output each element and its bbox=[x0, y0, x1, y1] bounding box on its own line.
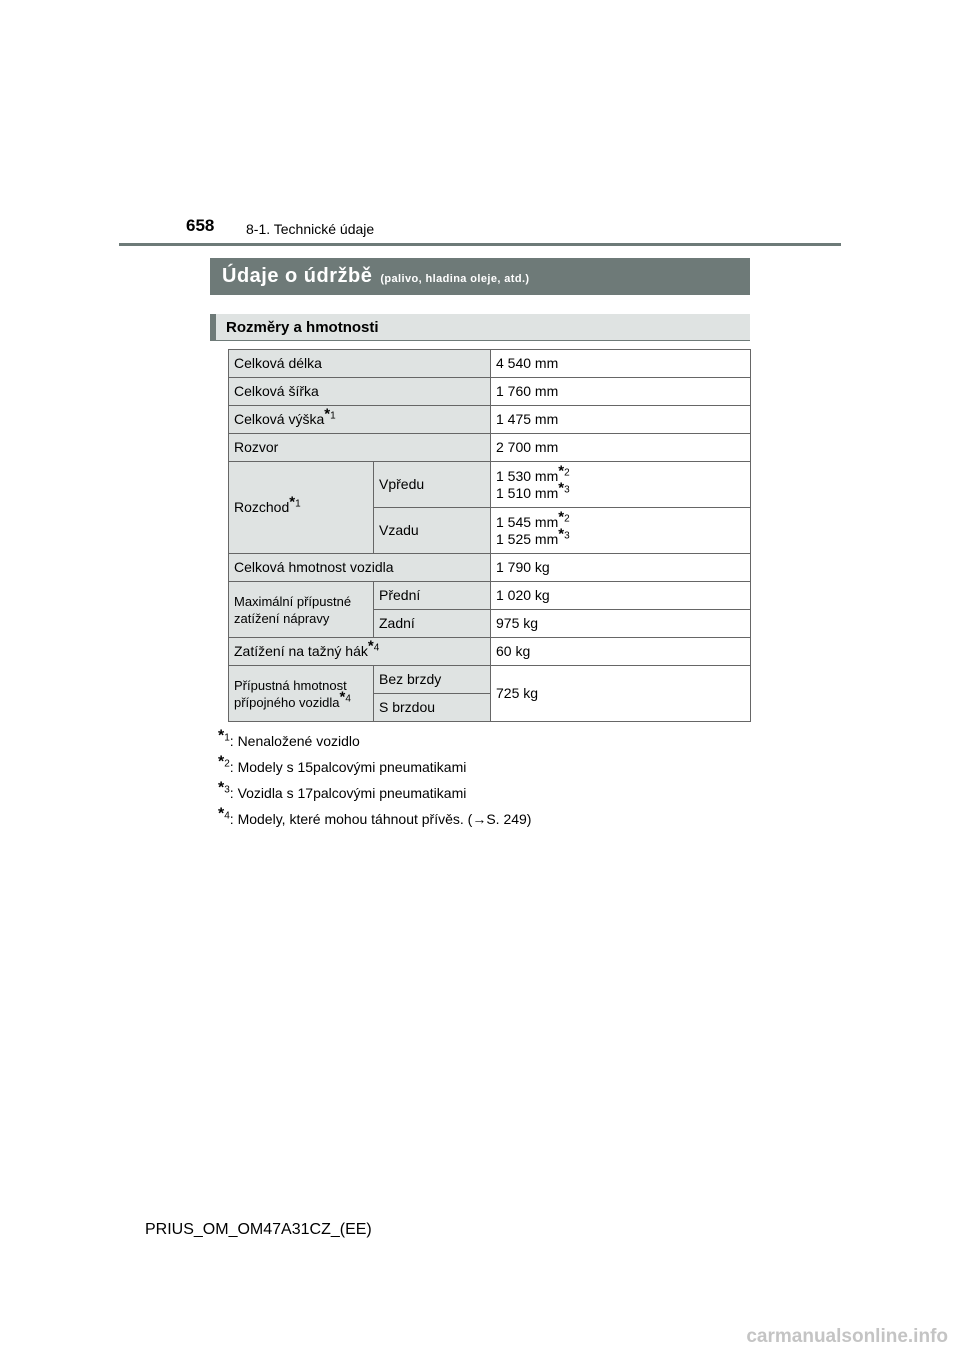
row-value: 725 kg bbox=[491, 666, 751, 722]
section-heading: Rozměry a hmotnosti bbox=[210, 314, 750, 340]
value-line bbox=[496, 507, 745, 531]
table-row bbox=[229, 666, 751, 694]
row-value: 1 525 mm bbox=[496, 530, 559, 547]
footnote-ref: 4 bbox=[224, 810, 230, 822]
row-label-cell bbox=[229, 406, 491, 434]
row-label: Celková hmotnost vozidla bbox=[229, 554, 491, 582]
section-heading-rule bbox=[210, 340, 750, 341]
title-band bbox=[210, 258, 750, 295]
row-label-line bbox=[234, 688, 368, 711]
footnote-ref: 1 bbox=[295, 498, 301, 510]
footnote bbox=[218, 779, 531, 808]
page-title: Údaje o údržbě bbox=[222, 265, 373, 287]
table-row bbox=[229, 638, 751, 666]
table-row bbox=[229, 378, 751, 406]
footnote-ref: 1 bbox=[224, 732, 230, 744]
row-label: Celková šířka bbox=[229, 378, 491, 406]
document-id: PRIUS_OM_OM47A31CZ_(EE) bbox=[145, 1221, 372, 1238]
row-label: Rozvor bbox=[229, 434, 491, 462]
footnote-mark: * bbox=[289, 493, 296, 511]
footnote bbox=[218, 727, 531, 756]
footnote-ref: 3 bbox=[564, 483, 570, 495]
page-subtitle: (palivo, hladina oleje, atd.) bbox=[380, 273, 530, 285]
footnote-mark: * bbox=[558, 478, 565, 496]
sub-label: Přední bbox=[374, 582, 491, 610]
footnote-mark: * bbox=[218, 779, 225, 797]
table-row bbox=[229, 462, 751, 508]
sub-label: Zadní bbox=[374, 610, 491, 638]
value-line bbox=[496, 478, 745, 502]
row-value-cell bbox=[491, 508, 751, 554]
row-value: 1 475 mm bbox=[491, 406, 751, 434]
value-line bbox=[496, 524, 745, 548]
row-label: Maximální přípustné bbox=[234, 593, 352, 609]
row-value: 1 530 mm bbox=[496, 467, 559, 484]
footnote-ref: 4 bbox=[345, 693, 351, 705]
table-row bbox=[229, 582, 751, 610]
footnote-mark: * bbox=[324, 405, 331, 423]
footnote-ref: 2 bbox=[224, 758, 230, 770]
footnotes bbox=[218, 727, 532, 834]
table-row bbox=[229, 350, 751, 378]
footnote-mark: * bbox=[558, 507, 565, 525]
row-label-cell bbox=[229, 462, 374, 554]
footnote-ref: 1 bbox=[330, 410, 336, 422]
row-label-cell bbox=[229, 638, 491, 666]
footnote-mark: * bbox=[218, 727, 225, 745]
row-value: 60 kg bbox=[491, 638, 751, 666]
row-value: 1 760 mm bbox=[491, 378, 751, 406]
footnote-mark: * bbox=[218, 805, 225, 823]
row-label: Rozchod bbox=[234, 499, 290, 515]
watermark: carmanualsonline.info bbox=[746, 1326, 948, 1347]
footnote bbox=[218, 753, 531, 782]
row-label: Celková délka bbox=[229, 350, 491, 378]
table-row bbox=[229, 406, 751, 434]
footnote-ref: 2 bbox=[564, 466, 570, 478]
row-label-cell bbox=[229, 582, 374, 638]
footnote-mark: * bbox=[558, 461, 565, 479]
table-row bbox=[229, 554, 751, 582]
footnote-text: : Vozidla s 17palcovými pneumatikami bbox=[229, 785, 467, 801]
row-value: 4 540 mm bbox=[491, 350, 751, 378]
footnote-mark: * bbox=[558, 524, 565, 542]
table-row bbox=[229, 434, 751, 462]
row-label-cell bbox=[229, 666, 374, 722]
row-label: zatížení nápravy bbox=[234, 610, 330, 626]
header-divider bbox=[119, 243, 841, 246]
row-value: 1 790 kg bbox=[491, 554, 751, 582]
sub-label: Vzadu bbox=[374, 508, 491, 554]
footnote-text: : Modely s 15palcovými pneumatikami bbox=[229, 759, 467, 775]
sub-label: S brzdou bbox=[374, 694, 491, 722]
row-label: Zatížení na tažný hák bbox=[234, 643, 368, 659]
row-value: 1 020 kg bbox=[491, 582, 751, 610]
footnote bbox=[218, 805, 532, 834]
footnote-text: : Nenaložené vozidlo bbox=[229, 733, 360, 749]
row-value: 2 700 mm bbox=[491, 434, 751, 462]
row-label: přípojného vozidla bbox=[234, 694, 340, 710]
page-number: 658 bbox=[186, 216, 215, 235]
section-reference: 8-1. Technické údaje bbox=[246, 221, 375, 237]
dimensions-weights-table bbox=[228, 349, 751, 722]
footnote-mark: * bbox=[218, 753, 225, 771]
sub-label: Vpředu bbox=[374, 462, 491, 508]
row-label: Přípustná hmotnost bbox=[234, 677, 347, 693]
footnote-ref: 4 bbox=[373, 642, 380, 654]
footnote-ref: 3 bbox=[224, 784, 230, 796]
row-value: 1 510 mm bbox=[496, 484, 559, 501]
footnote-ref: 3 bbox=[564, 529, 570, 541]
value-line bbox=[496, 461, 745, 485]
arrow-icon: → bbox=[472, 811, 487, 827]
row-value: 975 kg bbox=[491, 610, 751, 638]
row-value: 1 545 mm bbox=[496, 513, 559, 530]
row-label: Celková výška bbox=[234, 411, 325, 427]
sub-label: Bez brzdy bbox=[374, 666, 491, 694]
row-value-cell bbox=[491, 462, 751, 508]
footnote-mark: * bbox=[339, 688, 346, 706]
footnote-ref: 2 bbox=[564, 512, 570, 524]
page-reference-link[interactable]: S. 249) bbox=[486, 811, 532, 827]
footnote-mark: * bbox=[367, 637, 374, 655]
footnote-text: : Modely, které mohou táhnout přívěs. ( bbox=[229, 811, 473, 827]
